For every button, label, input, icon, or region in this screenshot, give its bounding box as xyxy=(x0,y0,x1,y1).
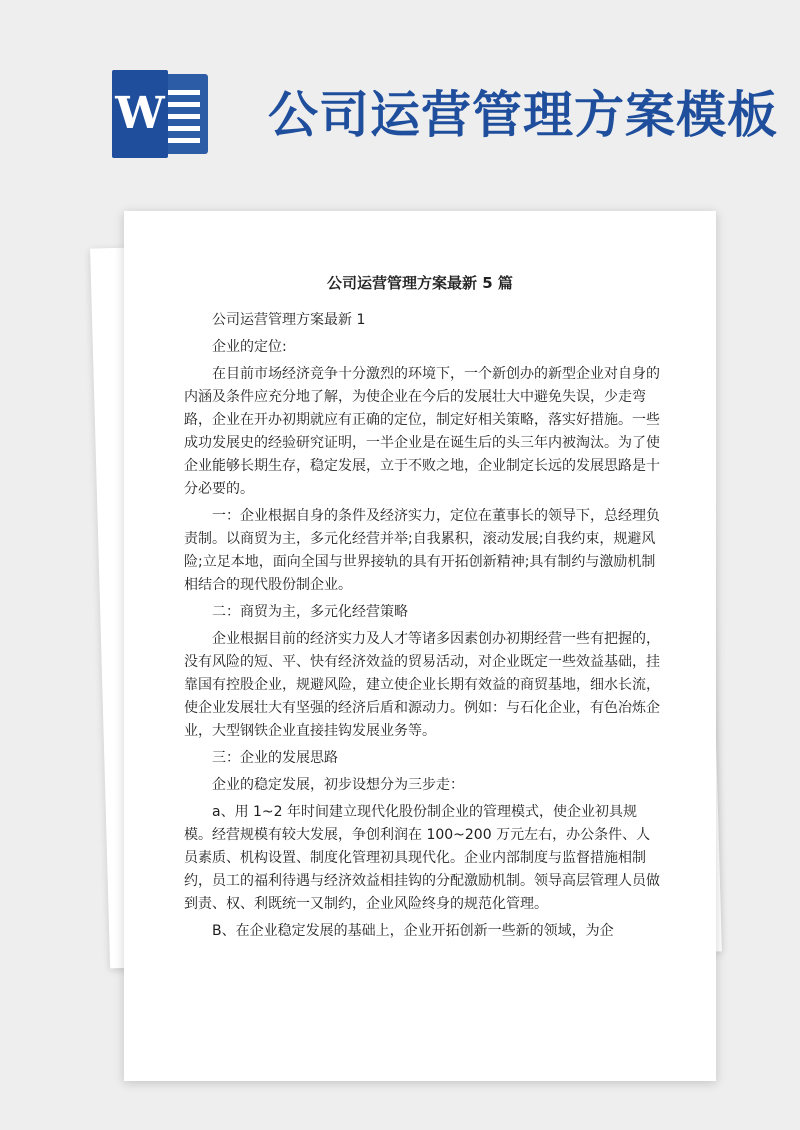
document-page xyxy=(124,211,716,1081)
document-body xyxy=(124,309,716,943)
paragraph: 企业的稳定发展，初步设想分为三步走： xyxy=(212,777,464,793)
paragraph: 在目前市场经济竞争十分激烈的环境下，一个新创办的新型企业对自身的内涵及条件应充分地了解，为使企业在今后的发展壮大中避免失误，少走弯路，企业在开办初期就应有正确的定位，制定好相关策略，落实好措施。一些成功发展史的经验研究证明，一半企业是在诞生后的头三年内被淘汰。为了使企业能够长期生存，稳定发展，立于不败之地，企业制定长远的发展思路是十分必要的。 xyxy=(184,366,660,497)
banner-title: 公司运营管理方案模板 xyxy=(268,86,778,144)
paragraph: 企业的定位: xyxy=(212,339,287,355)
paragraph: a、用 1~2 年时间建立现代化股份制企业的管理模式，使企业初具规模。经营规模有较大发展，争创利润在 100~200 万元左右，办公条件、人员素质、机构设置、制度化管理初具现代化。企业内部制度与监督措施相制约，员工的福利待遇与经济效益相挂钩的分配激励机制。领导高层管理人员做到责、权、利既统一又制约，企业风险终身的规范化管理。 xyxy=(184,804,660,912)
paragraph: 二：商贸为主，多元化经营策略 xyxy=(212,604,408,620)
document-title: 公司运营管理方案最新 5 篇 xyxy=(327,274,513,292)
paragraph: B、在企业稳定发展的基础上，企业开拓创新一些新的领域，为企 xyxy=(212,923,614,939)
paragraph: 三：企业的发展思路 xyxy=(212,750,338,766)
paragraph: 一：企业根据自身的条件及经济实力，定位在董事长的领导下，总经理负责制。以商贸为主，多元化经营并举;自我累积，滚动发展;自我约束，规避风险;立足本地，面向全国与世界接轨的具有开拓创新精神;具有制约与激励机制相结合的现代股份制企业。 xyxy=(184,508,660,593)
section-heading: 公司运营管理方案最新 1 xyxy=(212,312,366,328)
banner-header xyxy=(0,0,800,200)
word-icon-letter: W xyxy=(112,70,168,158)
word-document-icon xyxy=(112,70,212,158)
paragraph: 企业根据目前的经济实力及人才等诸多因素创办初期经营一些有把握的，没有风险的短、平、快有经济效益的贸易活动，对企业既定一些效益基础，挂靠国有控股企业，规避风险，建立使企业长期有效益的商贸基地，细水长流，使企业发展壮大有坚强的经济后盾和源动力。例如：与石化企业，有色冶炼企业，大型钢铁企业直接挂钩发展业务等。 xyxy=(184,631,660,739)
